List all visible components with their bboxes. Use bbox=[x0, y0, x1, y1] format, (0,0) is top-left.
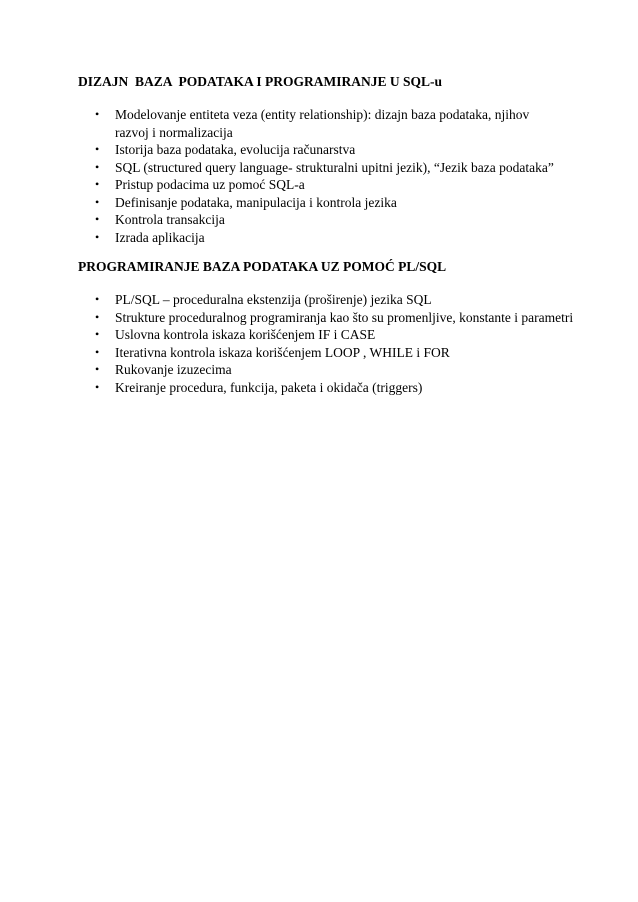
list-item-text: Pristup podacima uz pomoć SQL-a bbox=[115, 177, 305, 192]
list-item bbox=[78, 326, 560, 344]
section-sql-design bbox=[78, 73, 578, 246]
list-item bbox=[78, 141, 560, 159]
list-item-text: Rukovanje izuzecima bbox=[115, 362, 232, 377]
section-heading: DIZAJN BAZA PODATAKA I PROGRAMIRANJE U SQL-u bbox=[78, 74, 443, 89]
list-item-text: Kreiranje procedura, funkcija, paketa i okidača (triggers) bbox=[115, 379, 423, 395]
bullet-icon: • bbox=[95, 229, 100, 244]
list-item bbox=[78, 106, 560, 141]
bullet-icon: • bbox=[95, 212, 100, 226]
list-item bbox=[78, 229, 560, 247]
bullet-icon: • bbox=[95, 309, 100, 324]
list-item bbox=[78, 309, 574, 327]
bullet-icon: • bbox=[95, 159, 100, 174]
list-item bbox=[78, 361, 560, 379]
bullet-icon: • bbox=[95, 142, 100, 156]
list-item bbox=[78, 379, 560, 397]
list-item-text: Izrada aplikacija bbox=[115, 229, 205, 245]
list-item-text: SQL (structured query language- strukturalni upitni jezik), “Jezik baza podataka” bbox=[115, 159, 554, 175]
list-item bbox=[78, 291, 560, 309]
list-item-text: Definisanje podataka, manipulacija i kontrola jezika bbox=[115, 194, 397, 210]
list-item-text: PL/SQL – proceduralna ekstenzija (proširenje) jezika SQL bbox=[115, 292, 432, 307]
list-item-text: Istorija baza podataka, evolucija računarstva bbox=[115, 142, 356, 157]
bullet-icon: • bbox=[95, 177, 100, 191]
list-item bbox=[78, 211, 560, 229]
list-item bbox=[78, 159, 560, 177]
list-item bbox=[78, 194, 560, 212]
bullet-icon: • bbox=[95, 344, 100, 359]
list-item bbox=[78, 176, 560, 194]
list-item-text: Strukture proceduralnog programiranja kao što su promenljive, konstante i parametri bbox=[115, 309, 574, 325]
section-heading: PROGRAMIRANJE BAZA PODATAKA UZ POMOĆ PL/SQL bbox=[78, 259, 447, 274]
list-item-text: Modelovanje entiteta veza (entity relationship): dizajn baza podataka, njihov razvoj i normalizacija bbox=[115, 107, 530, 140]
bullet-icon: • bbox=[95, 362, 100, 376]
section-plsql bbox=[78, 258, 578, 396]
bullet-icon: • bbox=[95, 292, 100, 306]
list-item-text: Uslovna kontrola iskaza korišćenjem IF i CASE bbox=[115, 327, 376, 342]
bullet-icon: • bbox=[95, 107, 100, 121]
list-item bbox=[78, 344, 560, 362]
bullet-list bbox=[78, 106, 578, 246]
bullet-icon: • bbox=[95, 327, 100, 341]
bullet-list bbox=[78, 291, 578, 396]
bullet-icon: • bbox=[95, 379, 100, 394]
list-item-text: Iterativna kontrola iskaza korišćenjem LOOP , WHILE i FOR bbox=[115, 344, 450, 360]
list-item-text: Kontrola transakcija bbox=[115, 212, 225, 227]
bullet-icon: • bbox=[95, 194, 100, 209]
